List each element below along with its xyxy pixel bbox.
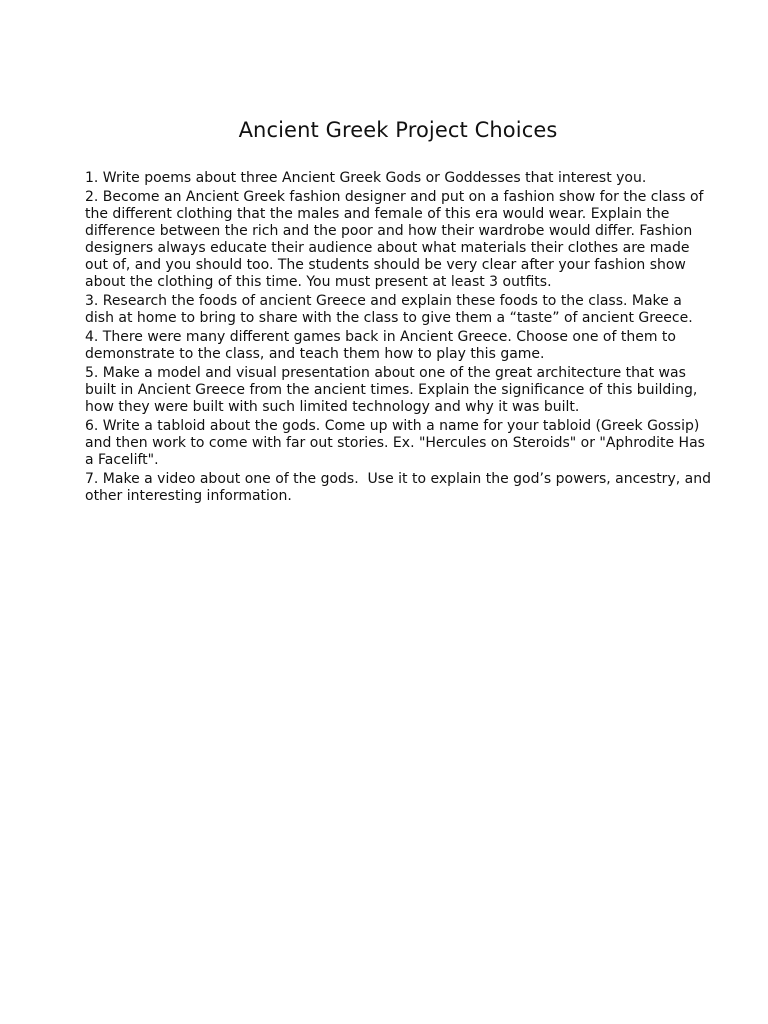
project-choices-list: [85, 170, 716, 507]
project-choice-4: 4. There were many different games back in Ancient Greece. Choose one of them to demonstrate to the class, and teach them how to play this game.: [85, 329, 681, 362]
project-choice-5: 5. Make a model and visual presentation about one of the great architecture that was built in Ancient Greece from the ancient times. Explain the significance of this building, how they were built with such limited technology and why it was built.: [85, 365, 702, 415]
project-choice-2: 2. Become an Ancient Greek fashion designer and put on a fashion show for the class of the different clothing that the males and female of this era would wear. Explain the difference between the rich and the poor and how their wardrobe would differ. Fashion designers always educate their audience about what materials their clothes are made out of, and you should too. The students should be very clear after your fashion show about the clothing of this time. You must present at least 3 outfits.: [85, 189, 708, 290]
page-title: Ancient Greek Project Choices: [238, 118, 558, 142]
project-choice-6: 6. Write a tabloid about the gods. Come up with a name for your tabloid (Greek Gossip) and then work to come with far out stories. Ex. "Hercules on Steroids" or "Aphrodite Has a Facelift".: [85, 418, 710, 468]
project-choice-3: 3. Research the foods of ancient Greece and explain these foods to the class. Make a dish at home to bring to share with the class to give them a “taste” of ancient Greece.: [85, 293, 693, 326]
project-choice-7: 7. Make a video about one of the gods. Use it to explain the god’s powers, ancestry, and other interesting information.: [85, 471, 716, 504]
project-choice-1: 1. Write poems about three Ancient Greek Gods or Goddesses that interest you.: [85, 170, 647, 186]
